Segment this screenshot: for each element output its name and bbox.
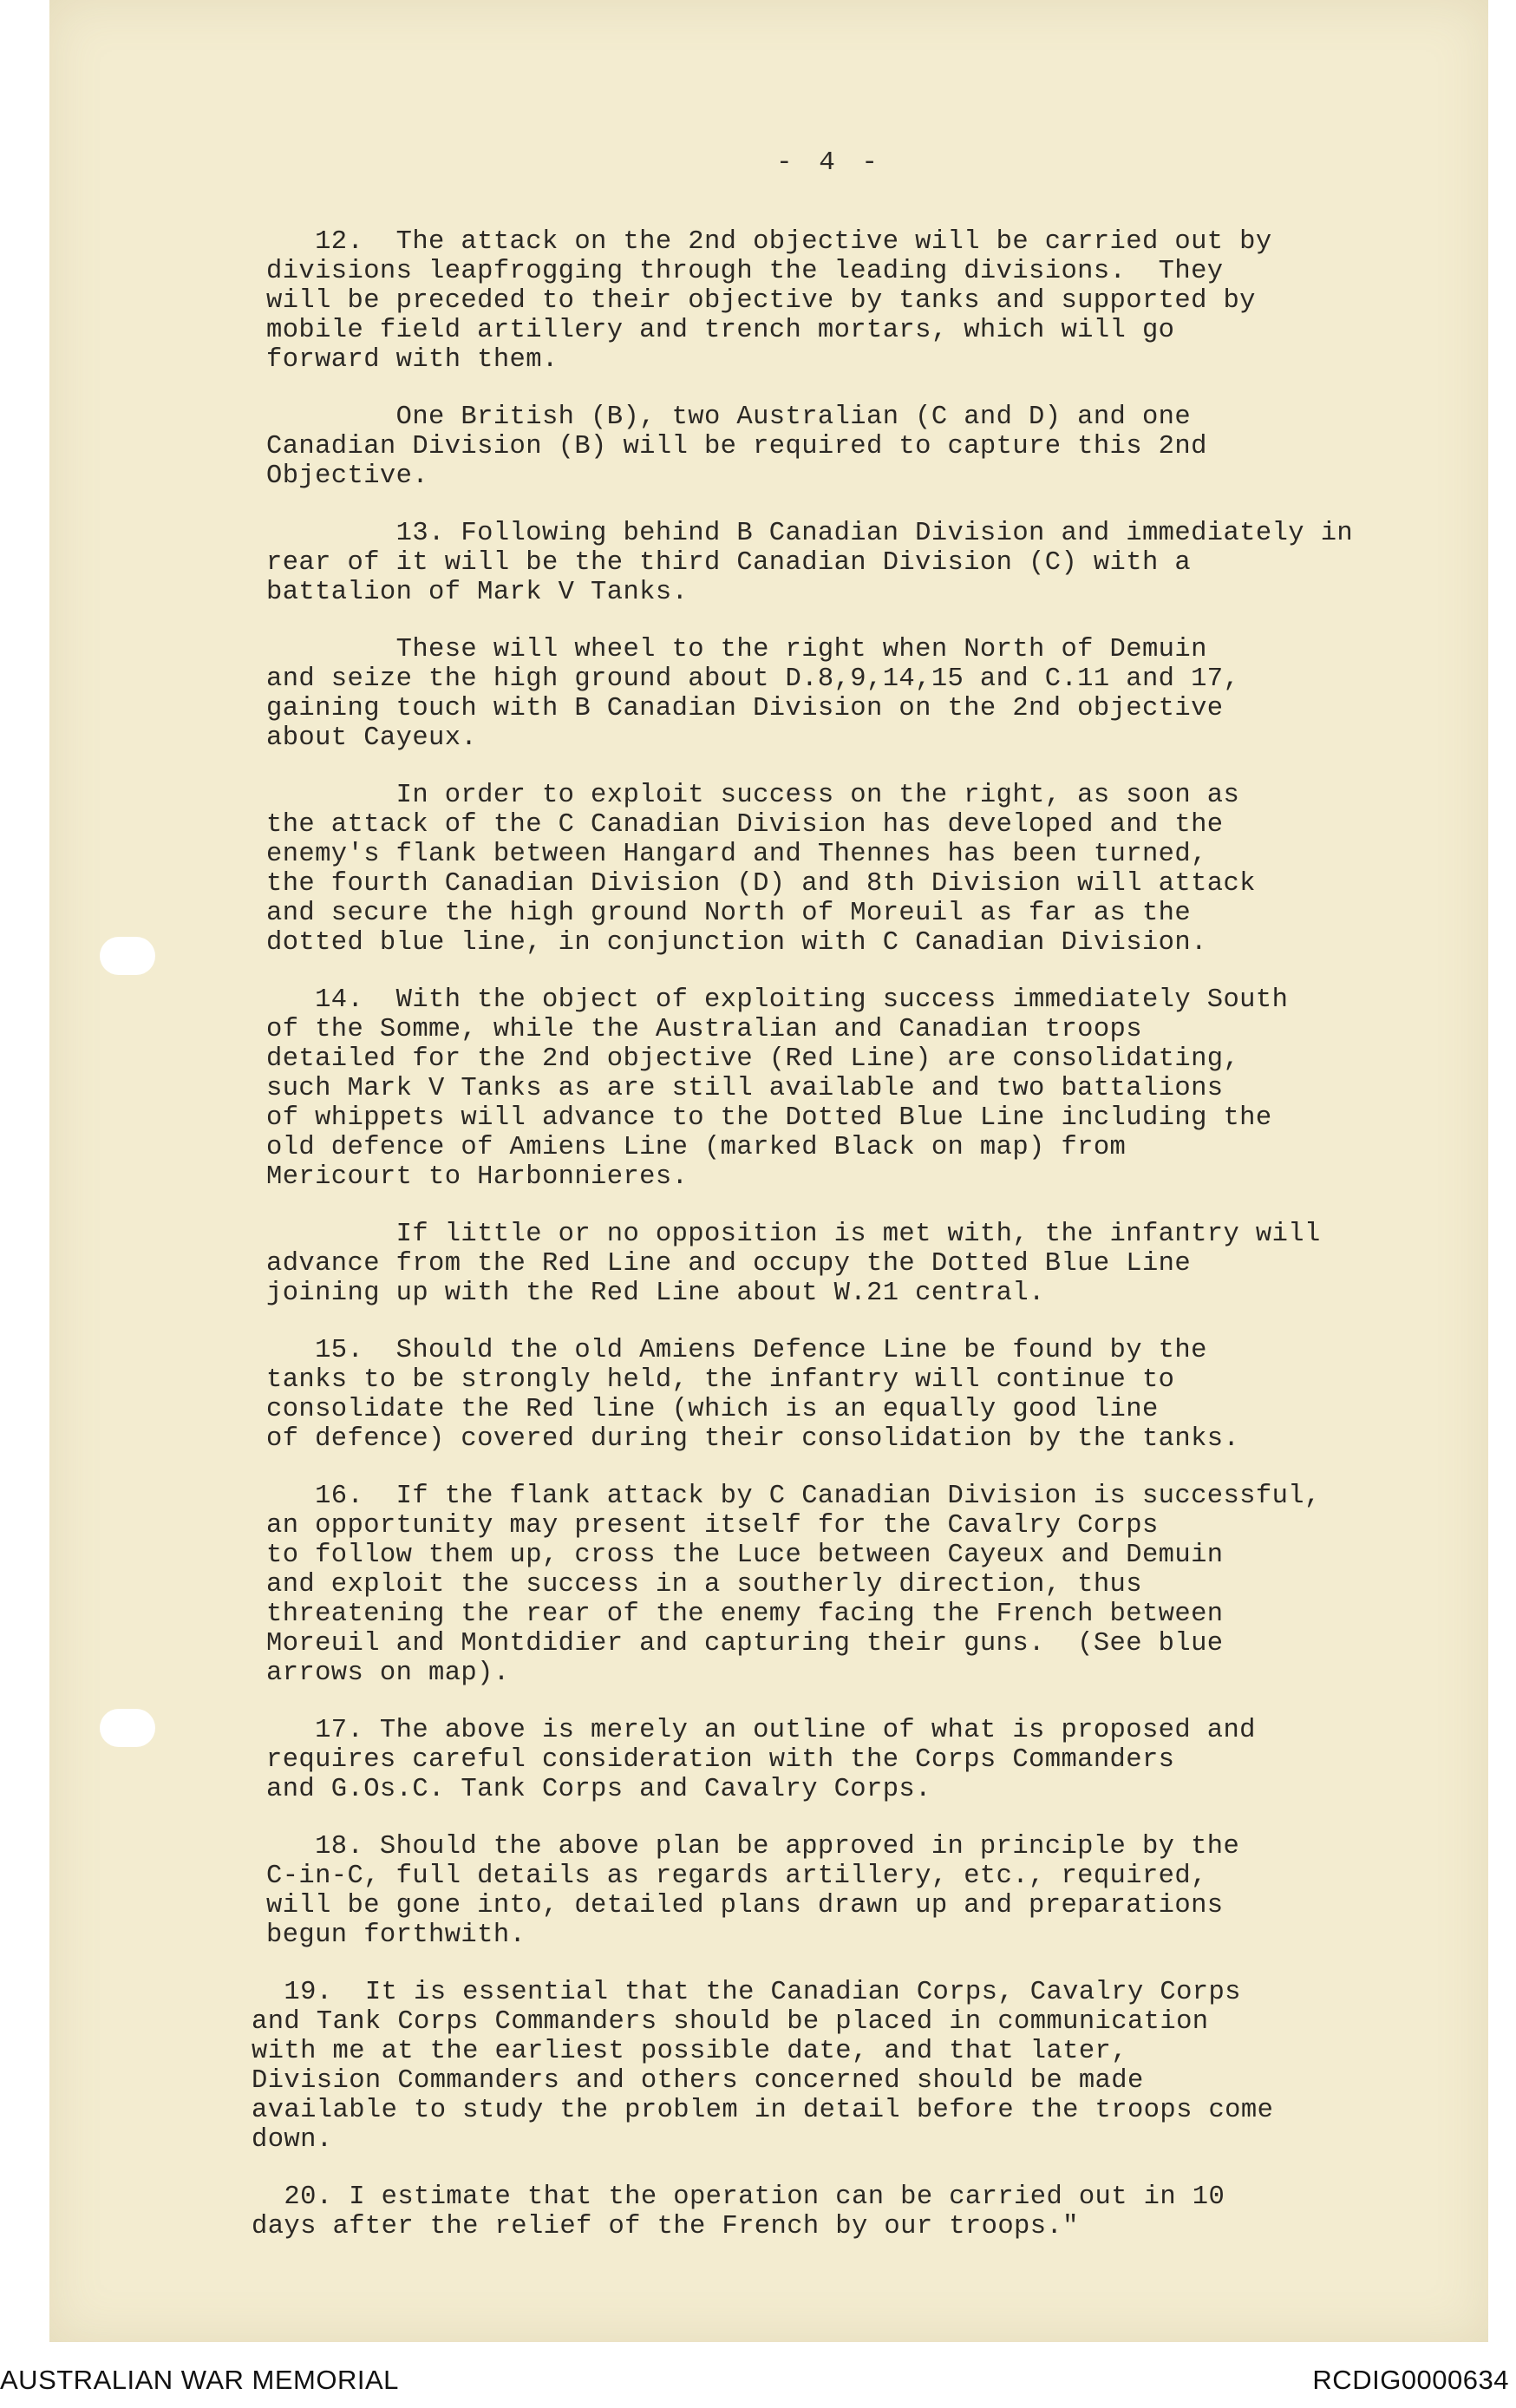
paragraph-13-wheel: These will wheel to the right when North of Demuin and seize the high ground about D.8,9,14,15 and C.11 and 17, gaining touch with B Canadian Division on the 2nd objective about Cayeux. [266,635,1240,753]
document-body [252,227,1466,2269]
punch-hole [100,1709,155,1747]
paragraph-14-opposition: If little or no opposition is met with, the infantry will advance from the Red Line and occupy the Dotted Blue Line joining up with the Red Line about W.21 central. [266,1220,1321,1308]
paragraph-18: 18. Should the above plan be approved in principle by the C-in-C, full details as regards artillery, etc., required, will be gone into, detailed plans drawn up and preparations begun forthwith. [266,1832,1240,1950]
paragraph-15: 15. Should the old Amiens Defence Line be found by the tanks to be strongly held, the infantry will continue to consolidate the Red line (which is an equally good line of defence) covered during their consolidation by the tanks. [266,1336,1240,1454]
archive-footer [0,2344,1516,2408]
paragraph-17: 17. The above is merely an outline of what is proposed and requires careful consideration with the Corps Commanders and G.Os.C. Tank Corps and Cavalry Corps. [266,1716,1256,1804]
paragraph-13: 13. Following behind B Canadian Division and immediately in rear of it will be the third Canadian Division (C) with a battalion of Mark V Tanks. [266,519,1354,607]
punch-hole [100,937,155,975]
document-page [49,0,1488,2342]
page-number: - 4 - [775,147,883,178]
paragraph-14: 14. With the object of exploiting success immediately South of the Somme, while the Australian and Canadian troops detailed for the 2nd objective (Red Line) are consolidating, such Mark V Tanks as are still available and two battalions of whippets will advance to the Dotted Blue Line including the old defence of Amiens Line (marked Black on map) from Mericourt to Harbonnieres. [266,985,1289,1192]
paragraph-19: 19. It is essential that the Canadian Corps, Cavalry Corps and Tank Corps Commanders should be placed in communication with me at the earliest possible date, and that later, Division Commanders and others concerned should be made available to study the problem in detail before the troops come down. [252,1978,1274,2155]
paragraph-12: 12. The attack on the 2nd objective will be carried out by divisions leapfrogging through the leading divisions. They will be preceded to their objective by tanks and supported by mobile field artillery and trench mortars, which will go forward with them. [266,227,1272,375]
paragraph-12-divisions: One British (B), two Australian (C and D) and one Canadian Division (B) will be required to capture this 2nd Objective. [266,402,1207,491]
paragraph-20: 20. I estimate that the operation can be carried out in 10 days after the relief of the French by our troops." [252,2182,1225,2241]
archive-name: AUSTRALIAN WAR MEMORIAL [0,2365,399,2395]
paragraph-13-exploit: In order to exploit success on the right, as soon as the attack of the C Canadian Division has developed and the enemy's flank between Hangard and Thennes has been turned, the fourth Canadian Division (D) and 8th Division will attack and secure the high ground North of Moreuil as far as the dotted blue line, in conjunction with C Canadian Division. [266,781,1256,958]
paragraph-16: 16. If the flank attack by C Canadian Division is successful, an opportunity may present itself for the Cavalry Corps to follow them up, cross the Luce between Cayeux and Demuin and exploit the success in a southerly direction, thus threatening the rear of the enemy facing the French between Moreuil and Montdidier and capturing their guns. (See blue arrows on map). [266,1482,1321,1688]
archive-reference: RCDIG0000634 [1312,2365,1509,2395]
